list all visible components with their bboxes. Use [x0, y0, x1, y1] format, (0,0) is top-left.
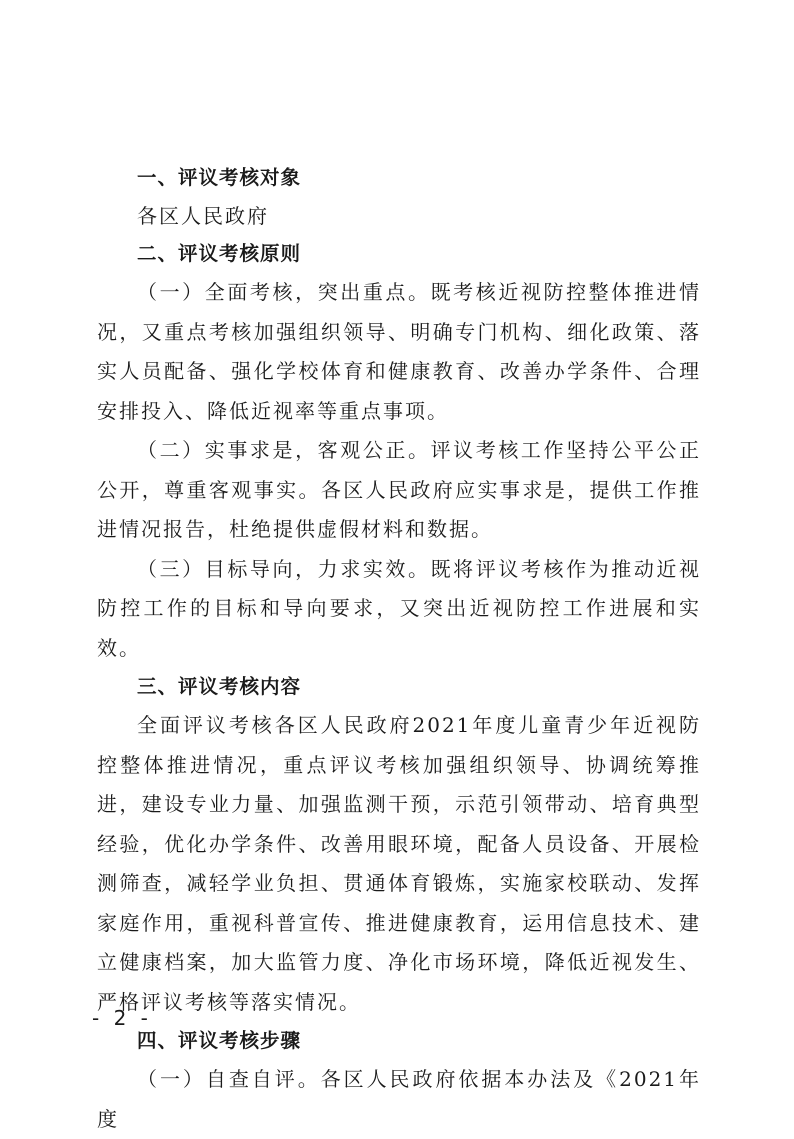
section-4-paragraph-1: （一）自查自评。各区人民政府依据本办法及《2021年度	[97, 1067, 701, 1131]
section-heading-2: 二、评议考核原则	[137, 242, 302, 265]
section-heading-3: 三、评议考核内容	[137, 675, 302, 698]
document-body	[97, 159, 701, 1139]
section-heading-1: 一、评议考核对象	[137, 166, 302, 189]
section-2-paragraph-1: （一）全面考核，突出重点。既考核近视防控整体推进情况，又重点考核加强组织领导、明确专门机构、细化政策、落实人员配备、强化学校体育和健康教育、改善办学条件、合理安排投入、降低近视率等重点事项。	[97, 280, 701, 423]
section-2-paragraph-3: （三）目标导向，力求实效。既将评议考核作为推动近视防控工作的目标和导向要求，又突出近视防控工作进展和实效。	[97, 556, 701, 660]
page-number: - 2 -	[92, 1006, 152, 1030]
section-2-paragraph-2: （二）实事求是，客观公正。评议考核工作坚持公平公正公开，尊重客观事实。各区人民政府应实事求是，提供工作推进情况报告，杜绝提供虚假材料和数据。	[97, 438, 701, 541]
section-heading-4: 四、评议考核步骤	[137, 1029, 302, 1052]
section-3-paragraph-1: 全面评议考核各区人民政府2021年度儿童青少年近视防控整体推进情况，重点评议考核加强组织领导、协调统筹推进，建设专业力量、加强监测干预，示范引领带动、培育典型经验，优化办学条件、改善用眼环境，配备人员设备、开展检测筛查，减轻学业负担、贯通体育锻炼，实施家校联动、发挥家庭作用，重视科普宣传、推进健康教育，运用信息技术、建立健康档案，加大监管力度、净化市场环境，降低近视发生、严格评议考核等落实情况。	[97, 713, 701, 1014]
section-1-text: 各区人民政府	[137, 204, 269, 228]
